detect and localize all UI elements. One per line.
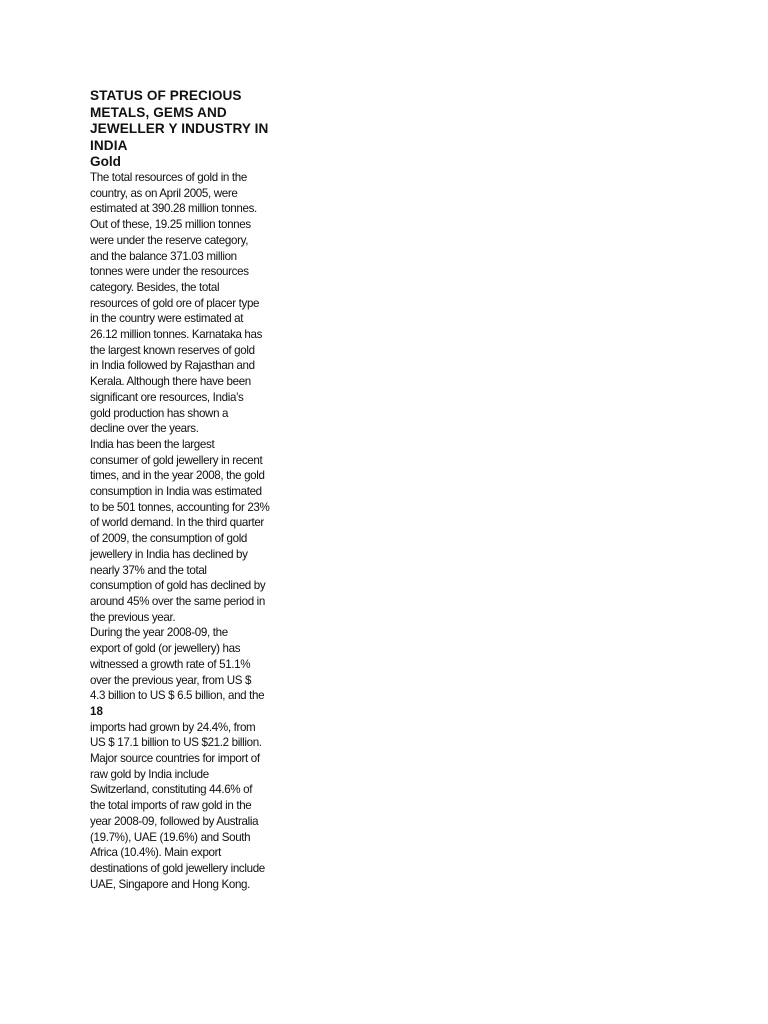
text-line: of 2009, the consumption of gold <box>90 532 248 546</box>
text-line: export of gold (or jewellery) has <box>90 642 241 656</box>
text-line: were under the reserve category, <box>90 233 249 247</box>
text-line: destinations of gold jewellery include <box>90 861 265 875</box>
text-line: US $ 17.1 billion to US $21.2 billion. <box>90 736 262 750</box>
text-line: gold production has shown a <box>90 406 229 420</box>
text-line: to be 501 tonnes, accounting for 23% <box>90 500 270 514</box>
text-line: During the year 2008-09, the <box>90 626 228 640</box>
text-line: consumer of gold jewellery in recent <box>90 453 263 467</box>
text-line: in the country were estimated at <box>90 312 244 326</box>
text-line: around 45% over the same period in <box>90 594 266 608</box>
text-line: Africa (10.4%). Main export <box>90 846 222 860</box>
text-line: Major source countries for import of <box>90 752 260 766</box>
text-line: Out of these, 19.25 million tonnes <box>90 218 251 232</box>
text-line: decline over the years. <box>90 422 199 436</box>
text-line: and the balance 371.03 million <box>90 249 237 263</box>
text-line: country, as on April 2005, were <box>90 186 238 200</box>
text-line: category. Besides, the total <box>90 280 220 294</box>
text-line: of world demand. In the third quarter <box>90 516 264 530</box>
section-heading-gold: Gold <box>90 154 121 169</box>
text-line: over the previous year, from US $ <box>90 673 252 687</box>
text-line: year 2008-09, followed by Australia <box>90 814 259 828</box>
text-line: India has been the largest <box>90 437 215 451</box>
text-line: imports had grown by 24.4%, from <box>90 720 256 734</box>
text-line: consumption in India was estimated <box>90 485 262 499</box>
text-line: Kerala. Although there have been <box>90 375 251 389</box>
text-line: the largest known reserves of gold <box>90 343 255 357</box>
text-line: 4.3 billion to US $ 6.5 billion, and the <box>90 689 265 703</box>
text-line: (19.7%), UAE (19.6%) and South <box>90 830 251 844</box>
text-line: raw gold by India include <box>90 767 209 781</box>
text-line: in India followed by Rajasthan and <box>90 359 255 373</box>
text-line: estimated at 390.28 million tonnes. <box>90 202 257 216</box>
text-line: consumption of gold has declined by <box>90 579 266 593</box>
text-line: the previous year. <box>90 610 176 624</box>
text-line: times, and in the year 2008, the gold <box>90 469 265 483</box>
text-line: tonnes were under the resources <box>90 265 249 279</box>
text-line: The total resources of gold in the <box>90 171 247 184</box>
text-line: resources of gold ore of placer type <box>90 296 260 310</box>
text-line: significant ore resources, India’s <box>90 390 244 404</box>
text-line: witnessed a growth rate of 51.1% <box>90 657 251 671</box>
document-page <box>90 88 290 892</box>
text-line: 26.12 million tonnes. Karnataka has <box>90 328 263 342</box>
text-line: UAE, Singapore and Hong Kong. <box>90 877 251 891</box>
page-number: 18 <box>90 704 103 718</box>
text-line: jewellery in India has declined by <box>90 547 248 561</box>
body-text <box>90 170 290 892</box>
text-line: the total imports of raw gold in the <box>90 799 252 813</box>
document-title: STATUS OF PRECIOUS METALS, GEMS AND JEWELLER Y INDUSTRY IN INDIA <box>90 88 269 153</box>
text-line: nearly 37% and the total <box>90 563 207 577</box>
text-line: Switzerland, constituting 44.6% of <box>90 783 253 797</box>
